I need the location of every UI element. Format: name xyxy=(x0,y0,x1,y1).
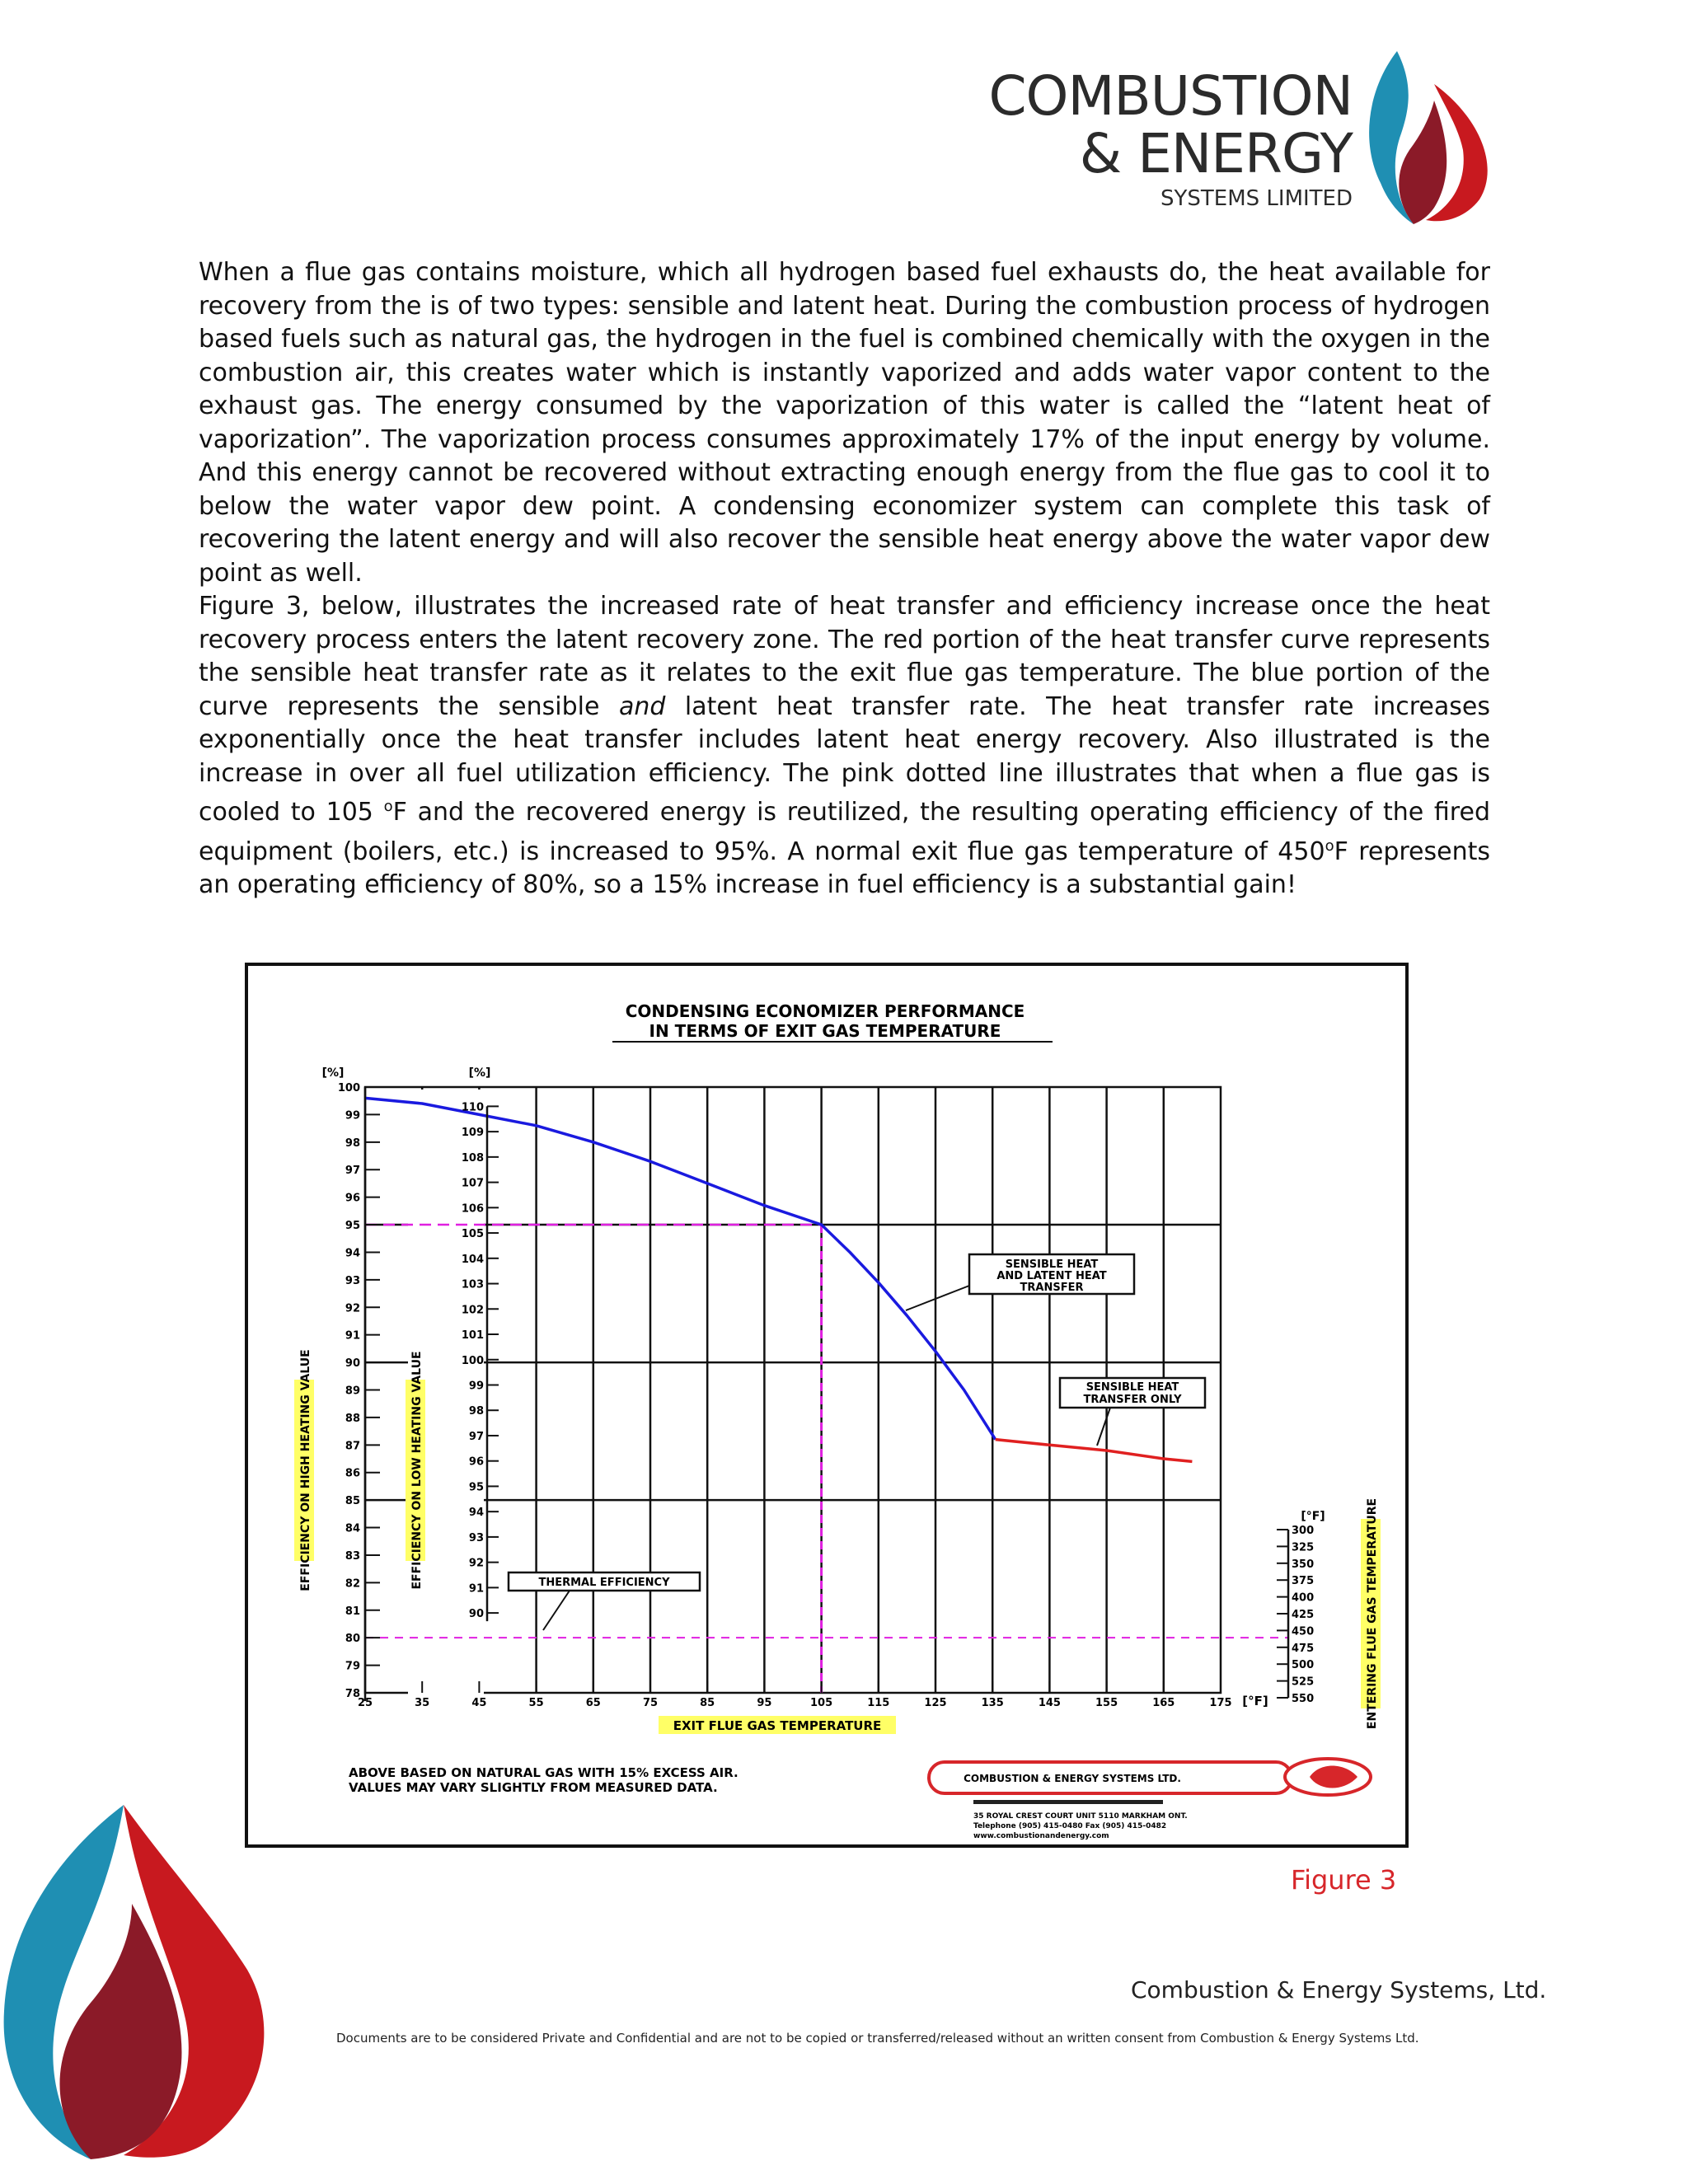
p2-part-d: F represents an operating efficiency of 80%, so a 15% increase in fuel efficiency is a substantial gain! xyxy=(199,837,1491,899)
x-axis-label: EXIT FLUE GAS TEMPERATURE xyxy=(673,1718,882,1733)
inner-axis-label: EFFICIENCY ON LOW HEATING VALUE xyxy=(410,1351,424,1590)
right-axis-tick-label: 400 xyxy=(1292,1591,1315,1605)
inner-axis-tick-label: 110 xyxy=(461,1101,484,1114)
figure-caption: Figure 3 xyxy=(1291,1864,1397,1896)
left-axis-tick-label: 98 xyxy=(345,1137,360,1150)
inner-axis-tick-label: 97 xyxy=(468,1430,484,1443)
inner-axis-tick-label: 94 xyxy=(468,1507,484,1520)
performance-chart xyxy=(248,966,1405,1844)
left-axis-tick-label: 83 xyxy=(345,1549,360,1563)
right-axis-tick-label: 525 xyxy=(1292,1675,1315,1689)
p2-part-c: F and the recovered energy is reutilized, the resulting operating efficiency of the fired equipment (boilers, etc.) is increased to 95%. A normal exit flue gas temperature of 450 xyxy=(199,798,1490,866)
stamp-phone: Telephone (905) 415-0480 Fax (905) 415-0482 xyxy=(973,1822,1167,1830)
inner-axis-tick-label: 103 xyxy=(461,1278,484,1291)
inner-axis-tick-label: 99 xyxy=(468,1380,484,1393)
x-axis-tick-label: 85 xyxy=(700,1697,715,1709)
left-axis-tick-label: 80 xyxy=(345,1633,360,1646)
footer-confidentiality-note: Documents are to be considered Private and Confidential and are not to be copied or transferred/released without an written consent from Combustion & Energy Systems Ltd. xyxy=(336,2031,1419,2046)
right-axis-tick-label: 375 xyxy=(1292,1575,1315,1588)
logo-line1: COMBUSTION xyxy=(988,64,1353,128)
chart-note-line2: VALUES MAY VARY SLIGHTLY FROM MEASURED DATA. xyxy=(349,1780,718,1795)
degree-symbol: o xyxy=(1325,837,1334,855)
left-axis-tick-label: 85 xyxy=(345,1495,360,1508)
left-axis-tick-label: 99 xyxy=(345,1109,360,1122)
inner-axis-tick-label: 90 xyxy=(468,1608,484,1621)
x-axis-tick-label: 125 xyxy=(924,1697,947,1709)
inner-axis-tick-label: 92 xyxy=(468,1557,484,1570)
right-axis-tick-label: 450 xyxy=(1292,1625,1315,1638)
left-axis-tick-label: 82 xyxy=(345,1577,360,1591)
inner-axis-tick-label: 98 xyxy=(468,1405,484,1418)
left-axis-tick-label: 100 xyxy=(337,1082,360,1094)
left-axis-tick-label: 91 xyxy=(345,1329,360,1343)
x-axis-tick-label: 165 xyxy=(1152,1697,1175,1709)
x-axis-tick-label: 55 xyxy=(528,1697,544,1709)
inner-axis-unit: [%] xyxy=(468,1066,491,1080)
inner-axis-tick-label: 108 xyxy=(461,1151,484,1165)
x-axis-tick-label: 95 xyxy=(757,1697,772,1709)
x-axis-unit: [°F] xyxy=(1242,1694,1268,1708)
inner-axis-tick-label: 93 xyxy=(468,1531,484,1544)
latent-annotation-l1: SENSIBLE HEAT xyxy=(1005,1258,1099,1271)
left-axis-tick-label: 79 xyxy=(345,1660,360,1673)
figure-frame xyxy=(245,963,1409,1848)
flame-icon xyxy=(0,1805,272,2159)
x-axis-tick-label: 65 xyxy=(585,1697,601,1709)
left-axis-tick-label: 86 xyxy=(345,1467,360,1480)
flame-icon xyxy=(1364,51,1496,224)
inner-axis-tick-label: 96 xyxy=(468,1455,484,1469)
sensible-annotation-l1: SENSIBLE HEAT xyxy=(1085,1381,1179,1394)
thermal-annotation: THERMAL EFFICIENCY xyxy=(538,1577,670,1589)
left-axis-tick-label: 93 xyxy=(345,1274,360,1287)
x-axis-tick-label: 115 xyxy=(867,1697,890,1709)
right-axis-tick-label: 475 xyxy=(1292,1642,1315,1655)
inner-axis-tick-label: 91 xyxy=(468,1582,484,1596)
left-axis-tick-label: 94 xyxy=(345,1247,360,1260)
body-paragraph-1: When a flue gas contains moisture, which all hydrogen based fuel exhausts do, the heat available for recovery from the is of two types: sensible and latent heat. During the combustion process of hydrogen based fuels such as natural gas, the hydrogen in the fuel is combined chemically with the oxygen in the combustion air, this creates water which is instantly vaporized and adds water vapor content to the exhaust gas. The energy consumed by the vaporization of this water is called the “latent heat of vaporization”. The vaporization process consumes approximately 17% of the input energy by volume. And this energy cannot be recovered without extracting enough energy from the flue gas to cool it to below the water vapor dew point. A condensing economizer system can complete this task of recovering the latent energy and will also recover the sensible heat energy above the water vapor dew point as well. xyxy=(199,258,1490,588)
latent-annotation-l2: AND LATENT HEAT xyxy=(996,1270,1107,1282)
inner-axis-tick-label: 102 xyxy=(461,1304,484,1317)
degree-symbol: o xyxy=(383,798,393,815)
inner-axis-tick-label: 105 xyxy=(461,1228,484,1241)
sensible-annotation-l2: TRANSFER ONLY xyxy=(1083,1394,1182,1406)
chart-title-line1: CONDENSING ECONOMIZER PERFORMANCE xyxy=(625,1001,1025,1021)
left-axis-tick-label: 81 xyxy=(345,1605,360,1618)
left-axis-tick-label: 89 xyxy=(345,1385,360,1398)
x-axis-tick-label: 175 xyxy=(1209,1697,1232,1709)
left-axis-tick-label: 92 xyxy=(345,1302,360,1315)
inner-axis-tick-label: 100 xyxy=(461,1354,484,1367)
x-axis-tick-label: 45 xyxy=(471,1697,487,1709)
p2-part-b: latent heat transfer rate. The heat transfer rate increases exponentially once the heat transfer includes latent heat energy recovery. Also illustrated is the increase in over all fuel utilization efficiency. The pink dotted line illustrates that when a flue gas is cooled to 105 xyxy=(199,691,1490,827)
right-axis-tick-label: 325 xyxy=(1292,1541,1315,1554)
company-stamp xyxy=(929,1759,1371,1840)
right-axis-tick-label: 550 xyxy=(1292,1693,1315,1705)
x-axis-tick-label: 75 xyxy=(642,1697,659,1709)
right-axis-tick-label: 300 xyxy=(1292,1525,1315,1537)
left-axis-unit: [%] xyxy=(321,1066,345,1080)
x-axis-tick-label: 35 xyxy=(415,1697,430,1709)
inner-axis-tick-label: 107 xyxy=(461,1177,484,1190)
logo-line2: & ENERGY xyxy=(1079,122,1353,185)
inner-axis-tick-label: 106 xyxy=(461,1202,484,1216)
logo-line3: SYSTEMS LIMITED xyxy=(1160,186,1353,211)
left-axis-label: EFFICIENCY ON HIGH HEATING VALUE xyxy=(299,1349,312,1591)
inner-axis-tick-label: 109 xyxy=(461,1127,484,1140)
left-axis-tick-label: 87 xyxy=(345,1440,360,1453)
left-axis-tick-label: 90 xyxy=(345,1357,360,1371)
body-paragraph-2 xyxy=(199,590,1490,902)
right-axis-tick-label: 500 xyxy=(1292,1659,1315,1672)
x-axis-tick-label: 25 xyxy=(357,1697,373,1709)
chart-title-line2: IN TERMS OF EXIT GAS TEMPERATURE xyxy=(649,1021,1001,1041)
inner-axis-tick-label: 95 xyxy=(468,1481,484,1494)
footer-company: Combustion & Energy Systems, Ltd. xyxy=(1131,1976,1547,2004)
left-axis-tick-label: 95 xyxy=(345,1220,360,1233)
right-axis-tick-label: 425 xyxy=(1292,1609,1315,1621)
left-axis-tick-label: 78 xyxy=(345,1688,360,1700)
p2-part-a: Figure 3, below, illustrates the increased rate of heat transfer and efficiency increase once the heat recovery process enters the latent recovery zone. The red portion of the heat transfer curve represents the sensible heat transfer rate as it relates to the exit flue gas temperature. The blue portion of the curve represents the sensible xyxy=(199,592,1490,721)
inner-axis-tick-label: 104 xyxy=(461,1253,484,1266)
left-axis-tick-label: 96 xyxy=(345,1192,360,1205)
chart-note-line1: ABOVE BASED ON NATURAL GAS WITH 15% EXCESS AIR. xyxy=(349,1765,738,1780)
stamp-name: COMBUSTION & ENERGY SYSTEMS LTD. xyxy=(964,1773,1181,1784)
stamp-web: www.combustionandenergy.com xyxy=(973,1832,1109,1840)
x-axis-tick-label: 135 xyxy=(981,1697,1004,1709)
left-axis-tick-label: 97 xyxy=(345,1165,360,1178)
x-axis-tick-label: 155 xyxy=(1095,1697,1118,1709)
left-axis-tick-label: 84 xyxy=(345,1522,360,1535)
left-axis-tick-label: 88 xyxy=(345,1412,360,1425)
p2-italic-and: and xyxy=(618,691,666,721)
inner-axis-tick-label: 101 xyxy=(461,1329,484,1343)
x-axis-tick-label: 105 xyxy=(810,1697,833,1709)
right-axis-label: ENTERING FLUE GAS TEMPERATURE xyxy=(1366,1497,1379,1730)
stamp-address: 35 ROYAL CREST COURT UNIT 5110 MARKHAM ONT. xyxy=(973,1812,1188,1821)
latent-annotation-l3: TRANSFER xyxy=(1020,1282,1084,1294)
right-axis-tick-label: 350 xyxy=(1292,1558,1315,1571)
right-axis-unit: [°F] xyxy=(1301,1510,1325,1523)
x-axis-tick-label: 145 xyxy=(1038,1697,1061,1709)
